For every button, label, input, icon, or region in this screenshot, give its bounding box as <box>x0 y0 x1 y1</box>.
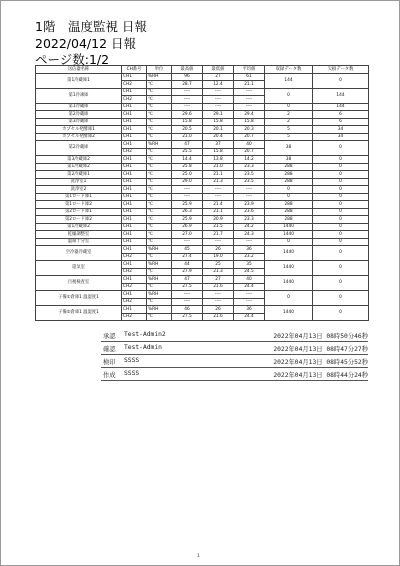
max-value-cell: 47 <box>172 276 203 284</box>
unit-cell: ℃ <box>147 178 172 186</box>
recorded-count-cell: 2 <box>265 111 313 119</box>
recorded-count-cell: 1440 <box>265 306 313 321</box>
recorded-count-cell: 1440 <box>265 276 313 291</box>
channel-cell: CH1 <box>122 178 147 186</box>
min-value-cell: 29.1 <box>203 111 234 119</box>
missing-count-cell: 0 <box>313 193 369 201</box>
table-row <box>36 216 369 224</box>
unit-cell: ℃ <box>147 208 172 216</box>
channel-cell: CH1 <box>122 118 147 126</box>
table-row <box>36 261 369 269</box>
channel-cell: CH2 <box>122 81 147 89</box>
channel-cell: CH1 <box>122 163 147 171</box>
missing-count-cell: 0 <box>313 261 369 276</box>
transmitter-name-cell: 第1冷凍庫 <box>36 88 122 103</box>
min-value-cell: 21.3 <box>203 178 234 186</box>
unit-cell: ℃ <box>147 186 172 194</box>
max-value-cell: ---- <box>172 103 203 111</box>
max-value-cell: 96 <box>172 73 203 81</box>
channel-cell: CH1 <box>122 201 147 209</box>
min-value-cell: 21.4 <box>203 201 234 209</box>
min-value-cell: ---- <box>203 103 234 111</box>
unit-cell: ℃ <box>147 156 172 164</box>
channel-cell: CH2 <box>122 96 147 104</box>
unit-cell: ℃ <box>147 193 172 201</box>
unit-cell: ℃ <box>147 148 172 156</box>
missing-count-cell: 0 <box>313 141 369 156</box>
column-header: 最高値 <box>172 66 203 74</box>
unit-cell: ℃ <box>147 201 172 209</box>
min-value-cell: 27 <box>203 276 234 284</box>
recorded-count-cell: 1440 <box>265 231 313 239</box>
min-value-cell: ---- <box>203 186 234 194</box>
transmitter-name-cell: 第1ロード庫1 <box>36 193 122 201</box>
channel-cell: CH1 <box>122 193 147 201</box>
max-value-cell: 29.0 <box>172 178 203 186</box>
channel-cell: CH1 <box>122 141 147 149</box>
avg-value-cell: 40 <box>234 276 265 284</box>
recorded-count-cell: 0 <box>265 186 313 194</box>
table-header-row <box>36 66 369 74</box>
channel-cell: CH2 <box>122 313 147 321</box>
transmitter-name-cell: カプセル発酵庫1 <box>36 126 122 134</box>
max-value-cell: 25.0 <box>172 171 203 179</box>
transmitter-name-cell: 洗浄室2 <box>36 186 122 194</box>
channel-cell: CH2 <box>122 283 147 291</box>
recorded-count-cell: 288 <box>265 178 313 186</box>
table-row <box>36 88 369 96</box>
transmitter-name-cell: 第2冷蔵庫 <box>36 141 122 156</box>
table-row <box>36 111 369 119</box>
max-value-cell: 27.4 <box>172 253 203 261</box>
table-row <box>36 306 369 314</box>
min-value-cell: ---- <box>203 193 234 201</box>
avg-value-cell: 23.2 <box>234 253 265 261</box>
missing-count-cell: 0 <box>313 163 369 171</box>
recorded-count-cell: 0 <box>265 88 313 103</box>
recorded-count-cell: 144 <box>265 73 313 88</box>
avg-value-cell: 23.3 <box>234 216 265 224</box>
column-header: 平均値 <box>234 66 265 74</box>
column-header: CH番号 <box>122 66 147 74</box>
min-value-cell: 21.5 <box>203 223 234 231</box>
approval-user: SSSS <box>124 370 140 377</box>
max-value-cell: 47 <box>172 141 203 149</box>
max-value-cell: ---- <box>172 298 203 306</box>
table-row <box>36 73 369 81</box>
missing-count-cell: 34 <box>313 133 369 141</box>
temperature-table <box>35 65 369 321</box>
avg-value-cell: 61 <box>234 73 265 81</box>
table-body <box>36 73 369 321</box>
max-value-cell: ---- <box>172 186 203 194</box>
max-value-cell: 25.5 <box>172 148 203 156</box>
table-row <box>36 163 369 171</box>
transmitter-name-cell: カプセル発酵庫2 <box>36 133 122 141</box>
transmitter-name-cell: 洗浄室1 <box>36 178 122 186</box>
recorded-count-cell: 5 <box>265 126 313 134</box>
avg-value-cell: ---- <box>234 238 265 246</box>
transmitter-name-cell: 温制十分室 <box>36 238 122 246</box>
transmitter-name-cell: 第2ロード庫1 <box>36 208 122 216</box>
max-value-cell: 25.8 <box>172 163 203 171</box>
max-value-cell: 21.0 <box>172 133 203 141</box>
table-row <box>36 156 369 164</box>
transmitter-name-cell: 還気室 <box>36 261 122 276</box>
avg-value-cell: 24.2 <box>234 223 265 231</box>
recorded-count-cell: 0 <box>265 193 313 201</box>
min-value-cell: 15.8 <box>203 148 234 156</box>
avg-value-cell: 23.3 <box>234 163 265 171</box>
channel-cell: CH1 <box>122 306 147 314</box>
report-date: 2022/04/12 日報 <box>35 36 137 51</box>
channel-cell: CH2 <box>122 268 147 276</box>
page-number: 1 <box>197 554 200 559</box>
avg-value-cell: ---- <box>234 96 265 104</box>
table-row <box>36 238 369 246</box>
missing-count-cell: 0 <box>313 201 369 209</box>
unit-cell: ℃ <box>147 81 172 89</box>
missing-count-cell: 144 <box>313 103 369 111</box>
max-value-cell: 46 <box>172 306 203 314</box>
channel-cell: CH1 <box>122 156 147 164</box>
channel-cell: CH1 <box>122 208 147 216</box>
unit-cell: ℃ <box>147 216 172 224</box>
missing-count-cell: 0 <box>313 276 369 291</box>
min-value-cell: 21.3 <box>203 268 234 276</box>
avg-value-cell: 23.6 <box>234 208 265 216</box>
missing-count-cell: 0 <box>313 306 369 321</box>
recorded-count-cell: 288 <box>265 216 313 224</box>
max-value-cell: ---- <box>172 291 203 299</box>
max-value-cell: ---- <box>172 193 203 201</box>
transmitter-name-cell: 第1冷蔵庫 <box>36 103 122 111</box>
recorded-count-cell: 288 <box>265 208 313 216</box>
avg-value-cell: 15.8 <box>234 118 265 126</box>
unit-cell: ℃ <box>147 88 172 96</box>
max-value-cell: 27.5 <box>172 283 203 291</box>
avg-value-cell: ---- <box>234 88 265 96</box>
avg-value-cell: 24.4 <box>234 283 265 291</box>
table-row <box>36 133 369 141</box>
missing-count-cell: 144 <box>313 88 369 103</box>
recorded-count-cell: 38 <box>265 141 313 156</box>
table-row <box>36 193 369 201</box>
approval-user: Test-Admin2 <box>124 331 166 338</box>
channel-cell: CH1 <box>122 238 147 246</box>
approval-role: 作成 <box>103 372 116 379</box>
missing-count-cell: 6 <box>313 111 369 119</box>
recorded-count-cell: 1440 <box>265 261 313 276</box>
min-value-cell: 21.6 <box>203 313 234 321</box>
min-value-cell: 20.9 <box>203 216 234 224</box>
recorded-count-cell: 2 <box>265 118 313 126</box>
max-value-cell: 26.9 <box>172 223 203 231</box>
missing-count-cell: 0 <box>313 246 369 261</box>
min-value-cell: 13.8 <box>203 156 234 164</box>
column-header: 単位 <box>147 66 172 74</box>
unit-cell: ℃ <box>147 253 172 261</box>
table-row <box>36 126 369 134</box>
avg-value-cell: 24.5 <box>234 268 265 276</box>
missing-count-cell: 0 <box>313 156 369 164</box>
channel-cell: CH1 <box>122 88 147 96</box>
min-value-cell: 20.4 <box>203 133 234 141</box>
table-row <box>36 276 369 284</box>
channel-cell: CH1 <box>122 276 147 284</box>
table-row <box>36 141 369 149</box>
max-value-cell: ---- <box>172 96 203 104</box>
missing-count-cell: 34 <box>313 126 369 134</box>
column-header: 最低値 <box>203 66 234 74</box>
missing-count-cell: 6 <box>313 118 369 126</box>
unit-cell: ℃ <box>147 133 172 141</box>
unit-cell: ℃ <box>147 126 172 134</box>
missing-count-cell: 0 <box>313 208 369 216</box>
unit-cell: ℃ <box>147 118 172 126</box>
unit-cell: %RH <box>147 261 172 269</box>
recorded-count-cell: 1440 <box>265 223 313 231</box>
channel-cell: CH1 <box>122 291 147 299</box>
recorded-count-cell: 0 <box>265 291 313 306</box>
channel-cell: CH1 <box>122 133 147 141</box>
transmitter-name-cell: 第1冷蔵庫2 <box>36 223 122 231</box>
min-value-cell: ---- <box>203 88 234 96</box>
transmitter-name-cell: 子備①倉庫1 温湿度1 <box>36 291 122 306</box>
avg-value-cell: 36 <box>234 306 265 314</box>
approval-user: Test-Admin <box>124 344 162 351</box>
unit-cell: ℃ <box>147 313 172 321</box>
avg-value-cell: 20.7 <box>234 133 265 141</box>
min-value-cell: 21.1 <box>203 171 234 179</box>
table-row <box>36 223 369 231</box>
avg-value-cell: ---- <box>234 298 265 306</box>
report-title: 1階 温度監視 日報 <box>35 19 147 34</box>
channel-cell: CH1 <box>122 186 147 194</box>
unit-cell: ℃ <box>147 283 172 291</box>
avg-value-cell: ---- <box>234 193 265 201</box>
unit-cell: %RH <box>147 73 172 81</box>
missing-count-cell: 0 <box>313 238 369 246</box>
max-value-cell: 14.4 <box>172 156 203 164</box>
table-row <box>36 291 369 299</box>
recorded-count-cell: 38 <box>265 156 313 164</box>
approval-timestamp: 2022年04月13日 08時50分46秒 <box>273 333 368 340</box>
max-value-cell: 27.9 <box>172 268 203 276</box>
avg-value-cell: 40 <box>234 141 265 149</box>
transmitter-name-cell: 第3冷蔵庫 <box>36 118 122 126</box>
max-value-cell: 25.9 <box>172 216 203 224</box>
approval-role: 確認 <box>103 346 116 353</box>
column-header: 欠損データ数 <box>313 66 369 74</box>
channel-cell: CH1 <box>122 73 147 81</box>
channel-cell: CH1 <box>122 103 147 111</box>
approval-role: 検印 <box>103 359 116 366</box>
avg-value-cell: 23.9 <box>234 201 265 209</box>
transmitter-name-cell: 第2ロード庫2 <box>36 216 122 224</box>
channel-cell: CH1 <box>122 261 147 269</box>
min-value-cell: 12.4 <box>203 81 234 89</box>
min-value-cell: 37 <box>203 141 234 149</box>
transmitter-name-cell: 第3冷蔵庫2 <box>36 156 122 164</box>
min-value-cell: 21.6 <box>203 283 234 291</box>
channel-cell: CH2 <box>122 253 147 261</box>
column-header: 収録データ数 <box>265 66 313 74</box>
recorded-count-cell: 0 <box>265 103 313 111</box>
avg-value-cell: ---- <box>234 291 265 299</box>
transmitter-name-cell: 目視検査室 <box>36 276 122 291</box>
min-value-cell: 21.0 <box>203 163 234 171</box>
avg-value-cell: 36 <box>234 246 265 254</box>
missing-count-cell: 0 <box>313 291 369 306</box>
max-value-cell: ---- <box>172 88 203 96</box>
avg-value-cell: 24.3 <box>234 231 265 239</box>
transmitter-name-cell: 乾燥調整室 <box>36 231 122 239</box>
max-value-cell: 27.0 <box>172 231 203 239</box>
page-count-label: ページ数:1/2 <box>35 52 110 67</box>
unit-cell: ℃ <box>147 171 172 179</box>
missing-count-cell: 0 <box>313 231 369 239</box>
avg-value-cell: ---- <box>234 103 265 111</box>
recorded-count-cell: 5 <box>265 133 313 141</box>
transmitter-name-cell: 子備②倉庫1 温湿度1 <box>36 306 122 321</box>
approval-timestamp: 2022年04月13日 08時45分52秒 <box>273 359 368 366</box>
max-value-cell: 20.5 <box>172 126 203 134</box>
avg-value-cell: 14.2 <box>234 156 265 164</box>
unit-cell: ℃ <box>147 268 172 276</box>
table-row <box>36 201 369 209</box>
channel-cell: CH1 <box>122 231 147 239</box>
unit-cell: %RH <box>147 291 172 299</box>
min-value-cell: 25 <box>203 261 234 269</box>
channel-cell: CH1 <box>122 171 147 179</box>
min-value-cell: 21.7 <box>203 231 234 239</box>
max-value-cell: 44 <box>172 261 203 269</box>
recorded-count-cell: 0 <box>265 238 313 246</box>
approval-role: 承認 <box>103 333 116 340</box>
unit-cell: ℃ <box>147 96 172 104</box>
unit-cell: %RH <box>147 141 172 149</box>
transmitter-name-cell: 第1ロード庫2 <box>36 201 122 209</box>
transmitter-name-cell: 空冷器冷蔵室 <box>36 246 122 261</box>
max-value-cell: 26.3 <box>172 208 203 216</box>
max-value-cell: 28.7 <box>172 81 203 89</box>
avg-value-cell: 35 <box>234 261 265 269</box>
avg-value-cell: 23.5 <box>234 178 265 186</box>
unit-cell: ℃ <box>147 103 172 111</box>
approval-timestamp: 2022年04月13日 08時47分27秒 <box>273 346 368 353</box>
channel-cell: CH1 <box>122 126 147 134</box>
unit-cell: ℃ <box>147 223 172 231</box>
avg-value-cell: 23.5 <box>234 171 265 179</box>
table-row <box>36 231 369 239</box>
channel-cell: CH1 <box>122 246 147 254</box>
unit-cell: %RH <box>147 276 172 284</box>
unit-cell: ℃ <box>147 298 172 306</box>
min-value-cell: ---- <box>203 291 234 299</box>
missing-count-cell: 0 <box>313 73 369 88</box>
unit-cell: ℃ <box>147 238 172 246</box>
approval-row <box>101 342 368 355</box>
channel-cell: CH2 <box>122 148 147 156</box>
channel-cell: CH1 <box>122 111 147 119</box>
min-value-cell: ---- <box>203 298 234 306</box>
approval-row <box>101 368 368 381</box>
recorded-count-cell: 288 <box>265 201 313 209</box>
recorded-count-cell: 288 <box>265 171 313 179</box>
unit-cell: ℃ <box>147 231 172 239</box>
table-row <box>36 118 369 126</box>
min-value-cell: 26 <box>203 246 234 254</box>
table-row <box>36 208 369 216</box>
avg-value-cell: 24.4 <box>234 313 265 321</box>
approval-row <box>101 355 368 368</box>
unit-cell: %RH <box>147 306 172 314</box>
max-value-cell: 45 <box>172 246 203 254</box>
max-value-cell: 27.5 <box>172 313 203 321</box>
column-header: 送信器名称 <box>36 66 122 74</box>
avg-value-cell: 20.7 <box>234 148 265 156</box>
max-value-cell: 25.9 <box>172 201 203 209</box>
min-value-cell: 27 <box>203 73 234 81</box>
channel-cell: CH2 <box>122 298 147 306</box>
min-value-cell: 19.0 <box>203 253 234 261</box>
max-value-cell: 29.6 <box>172 111 203 119</box>
max-value-cell: 15.8 <box>172 118 203 126</box>
avg-value-cell: ---- <box>234 186 265 194</box>
table-row <box>36 186 369 194</box>
min-value-cell: 26 <box>203 306 234 314</box>
transmitter-name-cell: 第2冷蔵庫1 <box>36 171 122 179</box>
max-value-cell: ---- <box>172 238 203 246</box>
table-row <box>36 103 369 111</box>
transmitter-name-cell: 第1冷蔵庫1 <box>36 73 122 88</box>
channel-cell: CH1 <box>122 216 147 224</box>
recorded-count-cell: 288 <box>265 163 313 171</box>
missing-count-cell: 0 <box>313 171 369 179</box>
approval-list <box>101 329 368 381</box>
min-value-cell: ---- <box>203 238 234 246</box>
table-row <box>36 178 369 186</box>
unit-cell: ℃ <box>147 111 172 119</box>
channel-cell: CH1 <box>122 223 147 231</box>
table-row <box>36 171 369 179</box>
missing-count-cell: 0 <box>313 216 369 224</box>
table-row <box>36 246 369 254</box>
approval-row <box>101 329 368 342</box>
avg-value-cell: 29.4 <box>234 111 265 119</box>
unit-cell: ℃ <box>147 163 172 171</box>
approval-timestamp: 2022年04月13日 08時44分24秒 <box>273 372 368 379</box>
transmitter-name-cell: 第1冷蔵庫2 <box>36 163 122 171</box>
unit-cell: %RH <box>147 246 172 254</box>
avg-value-cell: 20.3 <box>234 126 265 134</box>
missing-count-cell: 0 <box>313 223 369 231</box>
missing-count-cell: 0 <box>313 186 369 194</box>
min-value-cell: ---- <box>203 96 234 104</box>
min-value-cell: 21.1 <box>203 208 234 216</box>
min-value-cell: 15.8 <box>203 118 234 126</box>
min-value-cell: 20.1 <box>203 126 234 134</box>
missing-count-cell: 0 <box>313 178 369 186</box>
approval-user: SSSS <box>124 357 140 364</box>
recorded-count-cell: 1440 <box>265 246 313 261</box>
transmitter-name-cell: 第2冷蔵庫 <box>36 111 122 119</box>
avg-value-cell: 21.1 <box>234 81 265 89</box>
